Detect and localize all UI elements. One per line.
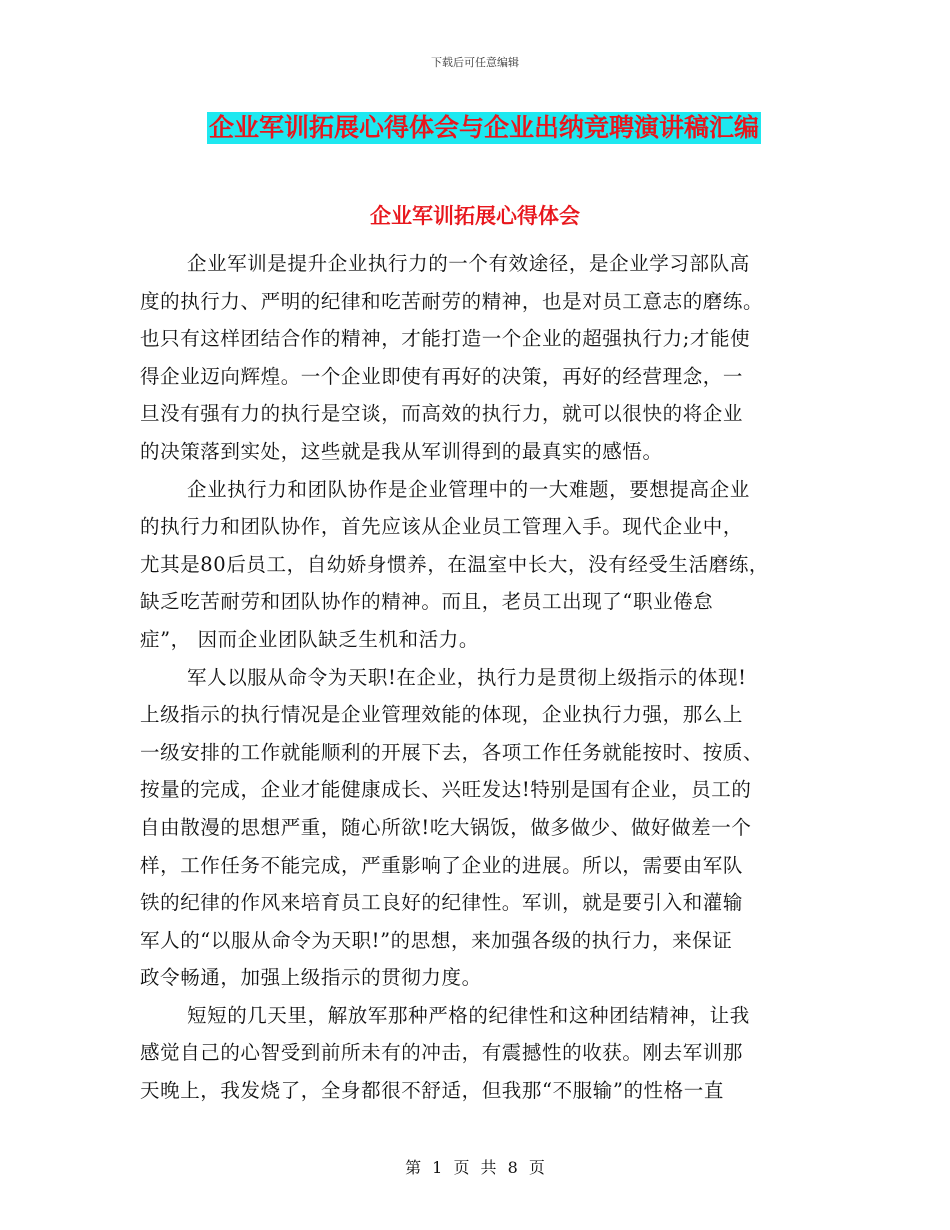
paragraph-line: 样，工作任务不能完成，严重影响了企业的进展。所以，需要由军队 <box>140 853 744 877</box>
header-note: 下载后可任意编辑 <box>431 56 519 69</box>
paragraph-line: 上级指示的执行情况是企业管理效能的体现，企业执行力强，那么上 <box>140 703 744 727</box>
paragraph-line: 企业执行力和团队协作是企业管理中的一大难题，要想提高企业 <box>187 477 750 501</box>
page-number-footer: 第 1 页 共 8 页 <box>405 1158 545 1177</box>
paragraph-line: 铁的纪律的作风来培育员工良好的纪律性。军训，就是要引入和灌输 <box>140 891 744 915</box>
paragraph-line: 尤其是80后员工，自幼娇身惯养，在温室中长大，没有经受生活磨练， <box>140 552 770 576</box>
paragraph-line: 按量的完成，企业才能健康成长、兴旺发达!特别是国有企业，员工的 <box>140 778 752 802</box>
paragraph-line: 得企业迈向辉煌。一个企业即使有再好的决策，再好的经营理念，一 <box>140 364 744 388</box>
paragraph-line: 的执行力和团队协作，首先应该从企业员工管理入手。现代企业中， <box>140 515 744 539</box>
paragraph-line: 军人的“以服从命令为天职!”的思想，来加强各级的执行力，来保证 <box>140 928 733 952</box>
body-text <box>140 245 820 1110</box>
paragraph-line: 缺乏吃苦耐劳和团队协作的精神。而且，老员工出现了“职业倦怠 <box>140 590 714 614</box>
paragraph-line: 度的执行力、严明的纪律和吃苦耐劳的精神，也是对员工意志的磨练。 <box>140 289 764 313</box>
paragraph-line: 企业军训是提升企业执行力的一个有效途径，是企业学习部队高 <box>187 252 750 275</box>
paragraph-line: 也只有这样团结合作的精神，才能打造一个企业的超强执行力;才能使 <box>140 327 751 351</box>
section-title: 企业军训拓展心得体会 <box>370 203 580 228</box>
paragraph-line: 短短的几天里，解放军那种严格的纪律性和这种团结精神，让我 <box>187 1003 750 1027</box>
document-title: 企业军训拓展心得体会与企业出纳竞聘演讲稿汇编 <box>209 113 760 142</box>
paragraph-line: 一级安排的工作就能顺利的开展下去，各项工作任务就能按时、按质、 <box>140 740 764 764</box>
paragraph-line: 天晚上，我发烧了，全身都很不舒适，但我那“不服输”的性格一直 <box>140 1079 724 1103</box>
paragraph-line: 症”， 因而企业团队缺乏生机和活力。 <box>140 627 479 651</box>
paragraph-line: 的决策落到实处，这些就是我从军训得到的最真实的感悟。 <box>140 439 663 463</box>
paragraph-line: 感觉自己的心智受到前所未有的冲击，有震撼性的收获。刚去军训那 <box>140 1041 744 1065</box>
paragraph-line: 旦没有强有力的执行是空谈，而高效的执行力，就可以很快的将企业 <box>140 402 744 426</box>
paragraph-line: 政令畅通，加强上级指示的贯彻力度。 <box>140 966 482 990</box>
paragraph-line: 军人以服从命令为天职!在企业，执行力是贯彻上级指示的体现! <box>187 665 747 689</box>
paragraph-line: 自由散漫的思想严重，随心所欲!吃大锅饭，做多做少、做好做差一个 <box>140 815 752 839</box>
